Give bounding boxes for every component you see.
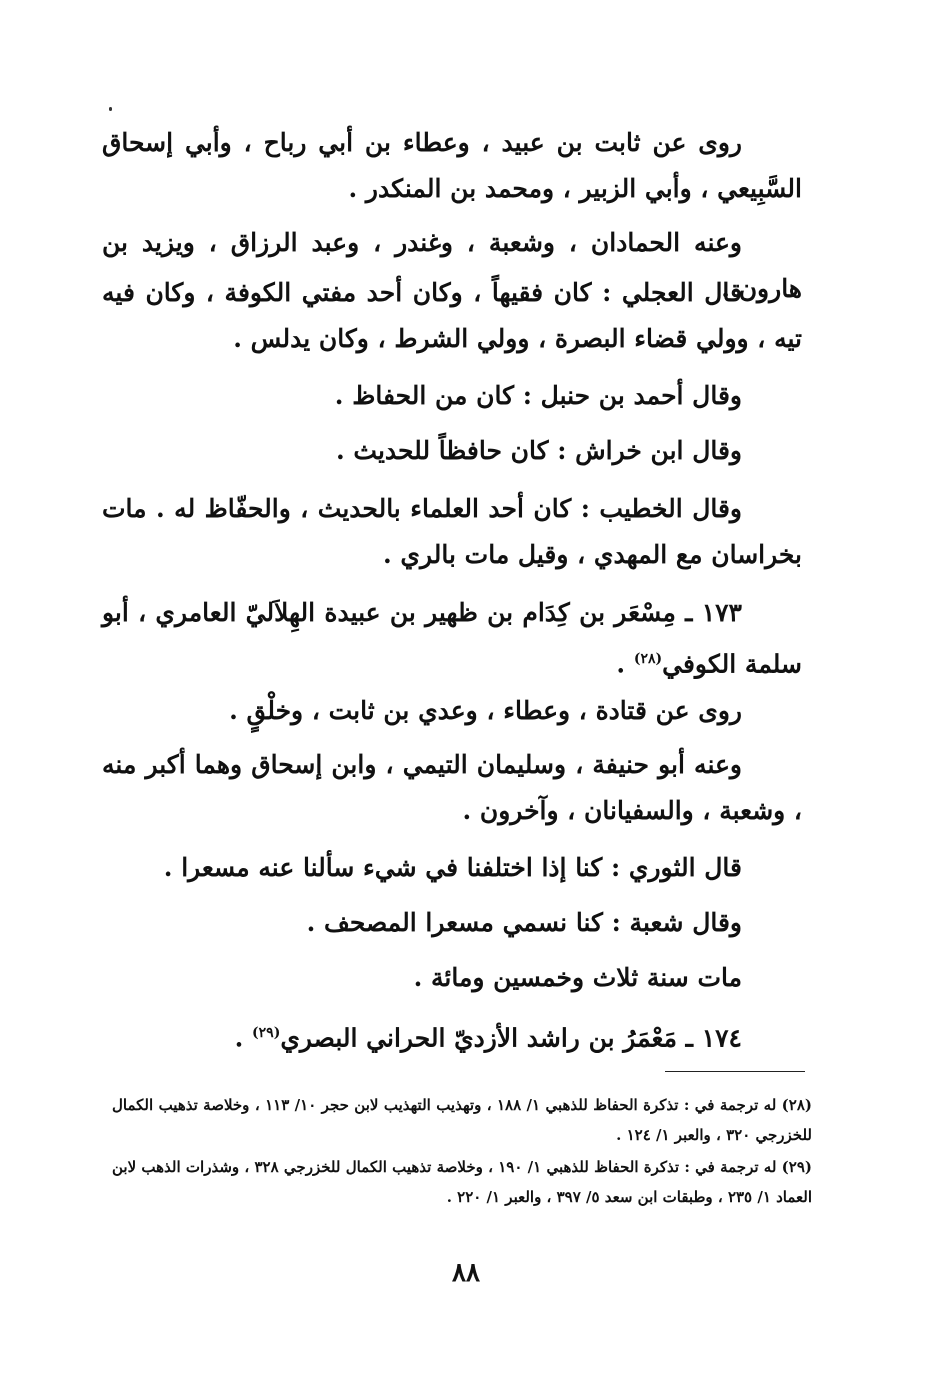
footnote-29: (٢٩) له ترجمة في : تذكرة الحفاظ للذهبي ١/ ١٩٠ ، وخلاصة تذهيب الكمال للخزرجي ٣٢٨ ، وشذرات الذهب لابن العماد ١/ ٢٣٥ ، وطبقات ابن سعد ٥/ ٣٩٧ ، والعبر ١/ ٢٢٠ . [112,1158,812,1206]
ink-speck [109,107,112,111]
entry-174-text: ١٧٤ ـ مَعْمَرُ بن راشد الأزديّ الحراني البصري [280,1023,742,1053]
paragraph-5: وقال ابن خراش : كان حافظاً للحديث . [336,436,742,465]
footnote-separator [665,1071,805,1072]
paragraph-6: وقال الخطيب : كان أحد العلماء بالحديث ، والحفّاظ له . مات بخراسان مع المهدي ، وقيل مات بالري . [102,494,802,569]
entry-174-heading [102,1010,802,1061]
paragraph-9: وعنه أبو حنيفة ، وسليمان التيمي ، وابن إسحاق وهما أكبر منه ، وشعبة ، والسفيانان ، وآخرون . [102,750,802,825]
paragraph-4: وقال أحمد بن حنبل : كان من الحفاظ . [334,381,742,410]
paragraph-1: روى عن ثابت بن عبيد ، وعطاء بن أبي رباح ، وأبي إسحاق السَّبِيعي ، وأبي الزبير ، ومحمد بن المنكدر . [102,128,802,203]
paragraph-8: روى عن قتادة ، وعطاء ، وعدي بن ثابت ، وخلْقٍ . [229,696,742,725]
paragraph-12: مات سنة ثلاث وخمسين ومائة . [413,963,742,992]
entry-173-heading [102,590,802,687]
paragraph-3: قال العجلي : كان فقيهاً ، وكان أحد مفتي الكوفة ، وكان فيه تيه ، وولي قضاء البصرة ، وولي الشرط ، وكان يدلس . [102,278,802,353]
entry-173-period: . [616,649,634,679]
footnote-28: (٢٨) له ترجمة في : تذكرة الحفاظ للذهبي ١/ ١٨٨ ، وتهذيب التهذيب لابن حجر ١٠/ ١١٣ ، وخلاصة تذهيب الكمال للخزرجي ٣٢٠ ، والعبر ١/ ١٢٤ . [112,1096,813,1144]
page-number: ٨٨ [452,1258,480,1288]
footnote-ref-29: (٢٩) [252,1025,281,1041]
paragraph-2: وعنه الحمادان ، وشعبة ، وغندر ، وعبد الرزاق ، ويزيد بن هارون . [102,228,802,303]
entry-174-period: . [234,1023,253,1053]
paragraph-11: وقال شعبة : كنا نسمي مسعرا المصحف . [306,908,742,937]
paragraph-10: قال الثوري : كنا إذا اختلفنا في شيء سألنا عنه مسعرا . [163,853,742,882]
entry-173-text: ١٧٣ ـ مِسْعَر بن كِدَام بن ظهير بن عبيدة الهِلاَليّ العامري ، أبو سلمة الكوفي [102,598,802,679]
footnote-ref-28: (٢٨) [633,651,663,667]
